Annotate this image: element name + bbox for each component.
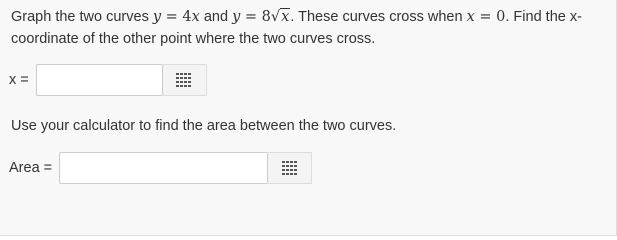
- area-keypad-button[interactable]: [268, 152, 312, 184]
- x-answer-row: [9, 64, 207, 96]
- area-answer-label: Area =: [9, 160, 53, 176]
- equation-2: y = 8√x: [232, 9, 290, 25]
- keypad-grid-icon: [282, 161, 298, 175]
- question-intro: Graph the two curves: [11, 9, 153, 25]
- area-answer-input[interactable]: [59, 152, 268, 184]
- equation-1: y = 4x: [152, 9, 200, 25]
- instruction-text: Use your calculator to find the area between the two curves.: [11, 118, 397, 134]
- square-root: √x: [270, 9, 290, 25]
- keypad-grid-icon: [176, 73, 192, 87]
- crossing-condition: x = 0: [466, 9, 506, 25]
- area-answer-row: [9, 152, 312, 184]
- x-answer-input[interactable]: [36, 64, 163, 96]
- x-answer-label: x =: [9, 72, 29, 88]
- x-keypad-button[interactable]: [163, 64, 207, 96]
- question-text: Graph the two curves y = 4x and y = 8√x. These curves cross when x = 0. Find the x-coordinate of the other point where the two curves cross.: [11, 6, 611, 50]
